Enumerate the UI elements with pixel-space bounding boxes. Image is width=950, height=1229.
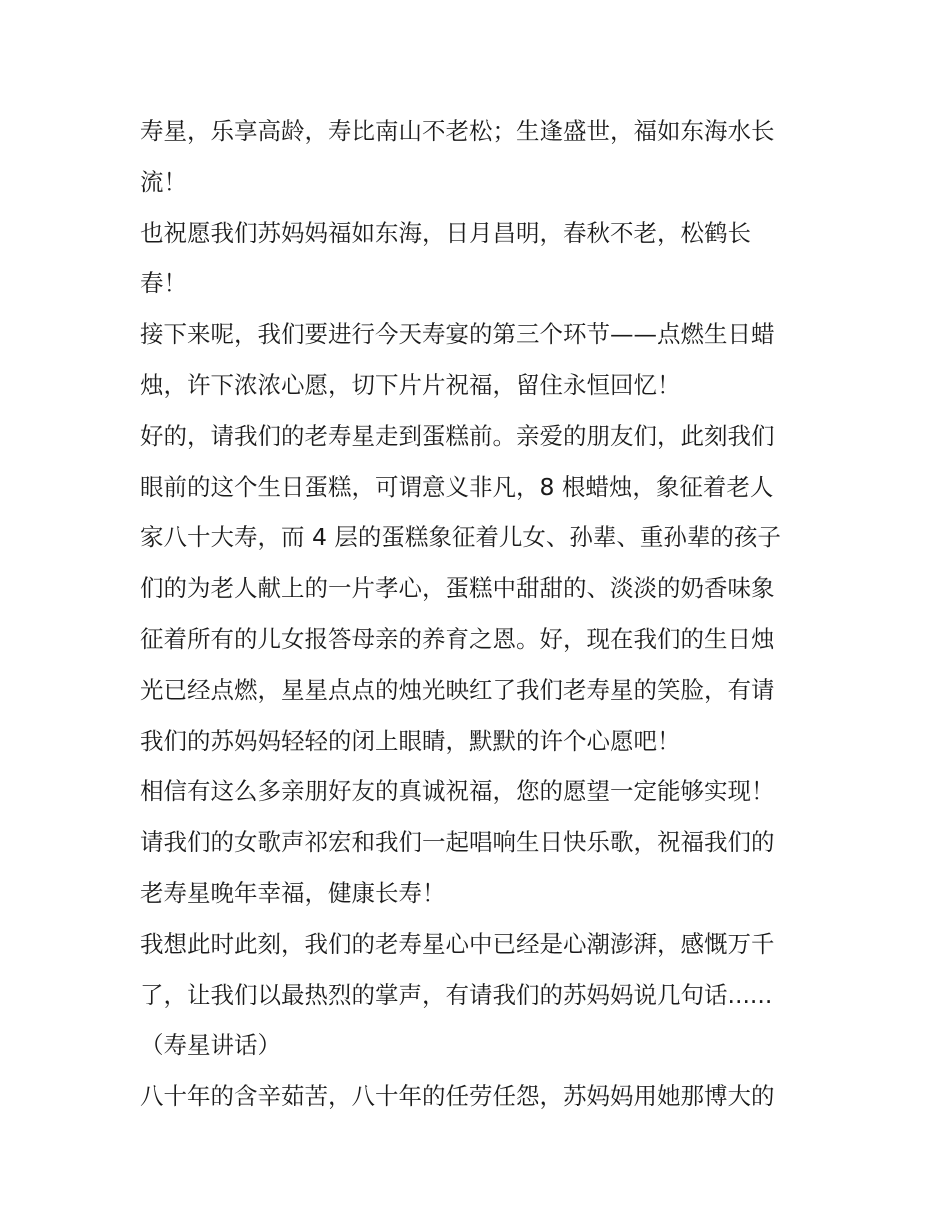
- text-line: 我想此时此刻，我们的老寿星心中已经是心潮澎湃，感慨万千: [140, 929, 775, 958]
- text-line: 征着所有的儿女报答母亲的养育之恩。好，现在我们的生日烛: [140, 624, 775, 653]
- text-line: 我们的苏妈妈轻轻的闭上眼睛，默默的许个心愿吧！: [140, 726, 681, 755]
- text-line: 请我们的女歌声祁宏和我们一起唱响生日快乐歌，祝福我们的: [140, 828, 775, 857]
- text-line: 眼前的这个生日蛋糕，可谓意义非凡，8 根蜡烛，象征着老人: [140, 472, 774, 501]
- text-line: （寿星讲话）: [140, 1031, 281, 1060]
- text-line: 老寿星晚年幸福，健康长寿！: [140, 878, 446, 907]
- text-line: 光已经点燃，星星点点的烛光映红了我们老寿星的笑脸，有请: [140, 675, 775, 704]
- text-line: 流！: [140, 167, 187, 196]
- text-line: 八十年的含辛茹苦，八十年的任劳任怨，苏妈妈用她那博大的: [140, 1082, 775, 1111]
- text-line: 烛，许下浓浓心愿，切下片片祝福，留住永恒回忆！: [140, 370, 681, 399]
- document-body: [140, 106, 820, 1122]
- text-line: 接下来呢，我们要进行今天寿宴的第三个环节——点燃生日蜡: [140, 320, 775, 349]
- text-line: 们的为老人献上的一片孝心，蛋糕中甜甜的、淡淡的奶香味象: [140, 574, 775, 603]
- text-line: 春！: [140, 269, 187, 298]
- text-line: 好的，请我们的老寿星走到蛋糕前。亲爱的朋友们，此刻我们: [140, 421, 775, 450]
- text-line: 寿星，乐享高龄，寿比南山不老松；生逢盛世，福如东海水长: [140, 117, 775, 145]
- text-line: 相信有这么多亲朋好友的真诚祝福，您的愿望一定能够实现！: [140, 777, 775, 806]
- text-line: 家八十大寿，而 4 层的蛋糕象征着儿女、孙辈、重孙辈的孩子: [140, 523, 781, 552]
- text-line: 也祝愿我们苏妈妈福如东海，日月昌明，春秋不老，松鹤长: [140, 218, 751, 247]
- text-line: 了，让我们以最热烈的掌声，有请我们的苏妈妈说几句话......: [140, 980, 773, 1009]
